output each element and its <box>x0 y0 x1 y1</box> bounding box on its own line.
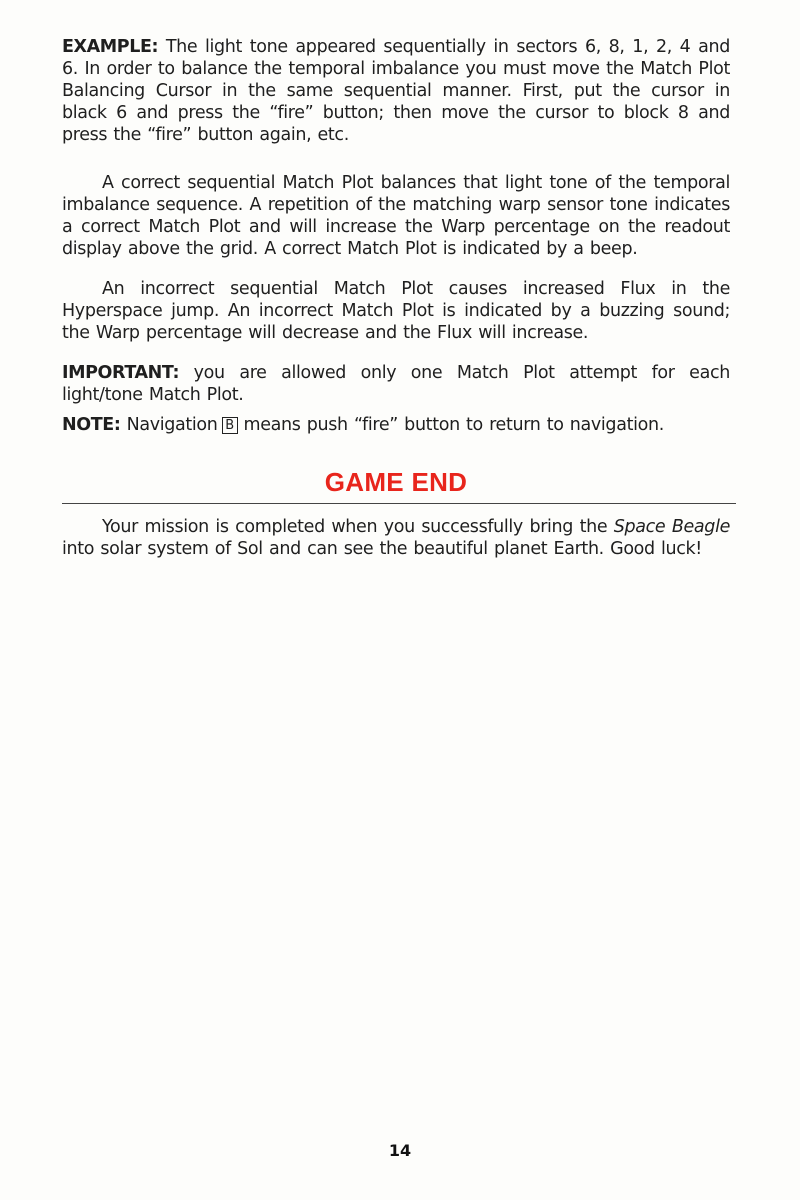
correct-plot-paragraph: A correct sequential Match Plot balances that light tone of the temporal imbalance sequence. A repetition of the matching warp sensor tone indicates a correct Match Plot and will increase the Warp percentage on the readout display above the grid. A correct Match Plot is indicated by a beep. <box>62 173 730 259</box>
example-paragraph <box>62 36 730 146</box>
section-divider <box>62 503 736 504</box>
incorrect-plot-paragraph: An incorrect sequential Match Plot causes increased Flux in the Hyperspace jump. An incorrect Match Plot is indicated by a buzzing sound; the Warp percentage will decrease and the Flux will increase. <box>62 279 730 343</box>
important-paragraph <box>62 362 730 406</box>
page-number: 14 <box>388 1141 412 1160</box>
ship-name: Space Beagle <box>613 517 730 537</box>
important-text: you are allowed only one Match Plot attempt for each light/tone Match Plot. <box>62 363 730 405</box>
important-label: IMPORTANT: <box>62 363 180 383</box>
note-text-before: Navigation <box>120 415 218 435</box>
game-end-text-before: Your mission is completed when you successfully bring the <box>102 517 614 537</box>
game-end-header <box>62 466 730 506</box>
game-end-text-after: into solar system of Sol and can see the beautiful planet Earth. Good luck! <box>62 539 702 559</box>
b-key-icon: B <box>222 417 238 434</box>
game-end-paragraph <box>62 516 730 560</box>
manual-page <box>62 36 730 560</box>
section-title: GAME END <box>324 467 468 497</box>
note-label: NOTE: <box>62 415 121 435</box>
note-text-after: means push “fire” button to return to navigation. <box>243 415 664 435</box>
example-label: EXAMPLE: <box>62 37 159 57</box>
note-paragraph <box>62 414 730 436</box>
example-text: The light tone appeared sequentially in sectors 6, 8, 1, 2, 4 and 6. In order to balance the temporal imbalance you must move the Match Plot Balancing Cursor in the same sequential manner. First, put the cursor in black 6 and press the “fire” button; then move the cursor to block 8 and press the “fire” button again, etc. <box>62 37 730 145</box>
